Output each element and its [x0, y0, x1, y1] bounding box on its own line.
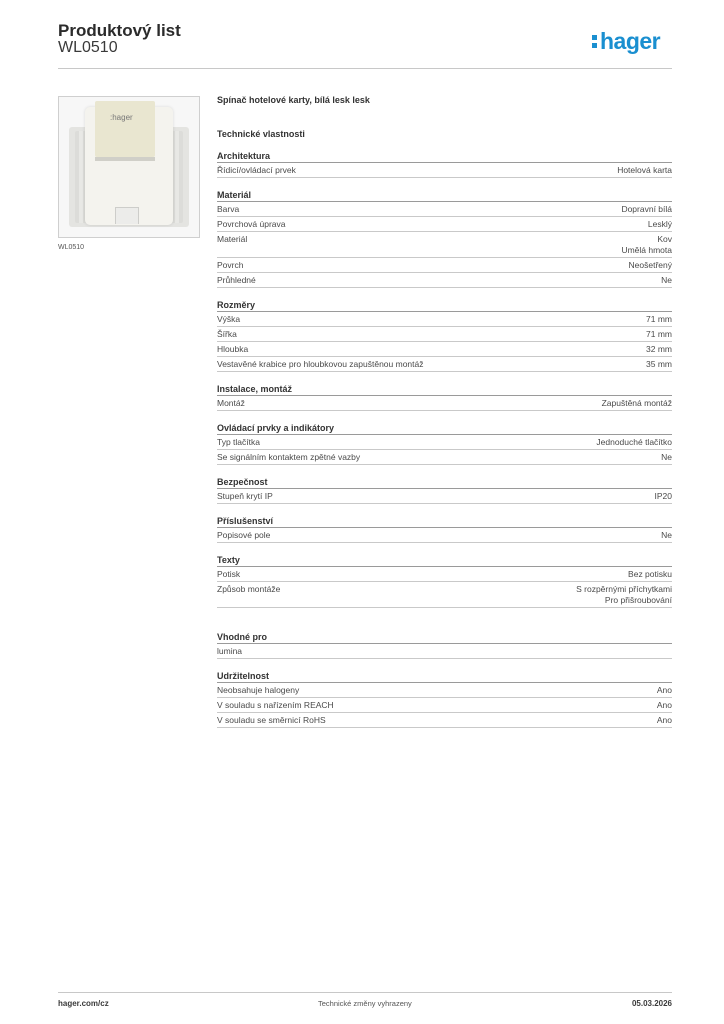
- spec-value-line: Ne: [661, 275, 672, 285]
- footer-disclaimer: Technické změny vyhrazeny: [318, 999, 412, 1008]
- spec-row: [217, 202, 672, 217]
- spec-section: [217, 631, 672, 659]
- spec-value-line: 71 mm: [646, 314, 672, 324]
- spec-value: [661, 275, 672, 286]
- spec-value: [657, 700, 672, 711]
- spec-value: [657, 685, 672, 696]
- spec-value-line: Ano: [656, 685, 672, 695]
- section-title: Příslušenství: [217, 515, 672, 528]
- spec-value-line: Lesklý: [647, 219, 672, 229]
- spec-row: [217, 217, 672, 232]
- spec-label: Průhledné: [217, 275, 256, 285]
- spec-value-line: Kov: [657, 234, 672, 244]
- hager-logo: [592, 28, 660, 55]
- spec-row: [217, 273, 672, 288]
- spec-label: Neobsahuje halogeny: [217, 685, 300, 695]
- section-title: Ovládací prvky a indikátory: [217, 422, 672, 435]
- section-title: Rozměry: [217, 299, 672, 312]
- spec-value: [648, 219, 672, 230]
- spec-row: [217, 644, 672, 659]
- section-title: Instalace, montáž: [217, 383, 672, 396]
- spec-label: Šířka: [217, 329, 237, 339]
- section-title: Architektura: [217, 150, 672, 163]
- section-title: Udržitelnost: [217, 670, 672, 683]
- spec-section: [217, 383, 672, 411]
- spec-value-line: IP20: [654, 491, 672, 501]
- spec-label: Vestavěné krabice pro hloubkovou zapuštěnou montáž: [217, 359, 424, 369]
- spec-label: Montáž: [217, 398, 245, 408]
- spec-row: [217, 528, 672, 543]
- spec-row: [217, 567, 672, 582]
- spec-row: [217, 396, 672, 411]
- spec-value-line: 71 mm: [646, 329, 672, 339]
- spec-row: [217, 698, 672, 713]
- spec-section: [217, 476, 672, 504]
- spec-row: [217, 327, 672, 342]
- spec-row: [217, 312, 672, 327]
- spec-section: [217, 299, 672, 372]
- spec-section: [217, 422, 672, 465]
- spec-value-line: Ne: [661, 452, 672, 462]
- spec-label: Způsob montáže: [217, 584, 281, 594]
- spec-label: Povrchová úprava: [217, 219, 286, 229]
- spec-value-line: Ano: [656, 700, 672, 710]
- footer-website: hager.com/cz: [58, 999, 109, 1008]
- spec-value-line: Bez potisku: [628, 569, 672, 579]
- spec-label: Potisk: [217, 569, 241, 579]
- spec-label: Stupeň krytí IP: [217, 491, 273, 501]
- spec-value: [602, 398, 672, 409]
- spec-value: [628, 569, 672, 580]
- spec-value: [621, 204, 672, 215]
- logo-text: hager: [600, 28, 661, 54]
- spec-value-line: Ano: [656, 715, 672, 725]
- spec-label: Se signálním kontaktem zpětné vazby: [217, 452, 361, 462]
- technical-properties-title: Technické vlastnosti: [217, 129, 305, 139]
- spec-section: [217, 670, 672, 728]
- spec-value: [646, 359, 672, 370]
- spec-value: [596, 437, 672, 448]
- product-image-caption: WL0510: [58, 244, 85, 251]
- section-title: Texty: [217, 554, 672, 567]
- product-description: Spínač hotelové karty, bílá lesk lesk: [217, 95, 370, 105]
- spec-row: [217, 683, 672, 698]
- product-image: [58, 96, 200, 238]
- logo-dots-icon: [592, 32, 599, 50]
- page-title: Produktový list: [58, 21, 181, 40]
- spec-value: [646, 344, 672, 355]
- spec-value: [655, 491, 673, 502]
- spec-row: [217, 489, 672, 504]
- spec-value-line: Pro přišroubování: [604, 595, 672, 605]
- spec-sections: [217, 150, 672, 728]
- spec-value-line: 32 mm: [646, 344, 672, 354]
- spec-label: Barva: [217, 204, 240, 214]
- spec-value-line: Umělá hmota: [621, 245, 672, 255]
- spec-label: Řídicí/ovládací prvek: [217, 165, 296, 175]
- plate-tab: [115, 207, 139, 224]
- spec-row: [217, 342, 672, 357]
- spec-value-line: Ne: [661, 530, 672, 540]
- section-title: Bezpečnost: [217, 476, 672, 489]
- spec-value: [646, 314, 672, 325]
- spec-value: [629, 260, 672, 271]
- spec-row: [217, 357, 672, 372]
- spec-value: [576, 584, 672, 606]
- spec-row: [217, 232, 672, 258]
- spec-row: [217, 713, 672, 728]
- spec-label: Popisové pole: [217, 530, 271, 540]
- spec-value: [661, 530, 672, 541]
- spec-section: [217, 189, 672, 288]
- spec-row: [217, 258, 672, 273]
- spec-row: [217, 435, 672, 450]
- hotel-card: [95, 101, 155, 157]
- spec-row: [217, 582, 672, 608]
- spec-value-line: Dopravní bílá: [621, 204, 672, 214]
- spec-label: Výška: [217, 314, 241, 324]
- spec-label: V souladu se směrnicí RoHS: [217, 715, 326, 725]
- spec-label: lumina: [217, 646, 243, 656]
- product-code: WL0510: [58, 39, 118, 56]
- spec-label: Typ tlačítka: [217, 437, 260, 447]
- spec-label: Materiál: [217, 234, 248, 244]
- section-title: Vhodné pro: [217, 631, 672, 644]
- spec-value-line: Zapuštěná montáž: [601, 398, 672, 408]
- spec-section: [217, 554, 672, 608]
- spec-label: V souladu s nařízením REACH: [217, 700, 334, 710]
- spec-value-line: Neošetřený: [628, 260, 672, 270]
- spec-value: [661, 452, 672, 463]
- spec-value-line: Jednoduché tlačítko: [596, 437, 672, 447]
- spec-label: Hloubka: [217, 344, 249, 354]
- footer-date: 05.03.2026: [631, 999, 672, 1008]
- spec-label: Povrch: [217, 260, 244, 270]
- spec-value: [657, 715, 672, 726]
- footer-divider: [58, 992, 672, 993]
- spec-value-line: 35 mm: [646, 359, 672, 369]
- spec-section: [217, 515, 672, 543]
- card-logo: :hager: [110, 113, 133, 122]
- section-title: Materiál: [217, 189, 672, 202]
- spec-row: [217, 450, 672, 465]
- spec-row: [217, 163, 672, 178]
- spec-value: [646, 329, 672, 340]
- specification-content: [217, 94, 672, 739]
- spec-value-line: S rozpěrnými příchytkami: [576, 584, 672, 594]
- spec-value: [617, 165, 672, 176]
- card-slot: [95, 157, 155, 161]
- spec-value: [621, 234, 672, 256]
- spec-section: [217, 150, 672, 178]
- header-divider: [58, 68, 672, 69]
- spec-value-line: Hotelová karta: [617, 165, 672, 175]
